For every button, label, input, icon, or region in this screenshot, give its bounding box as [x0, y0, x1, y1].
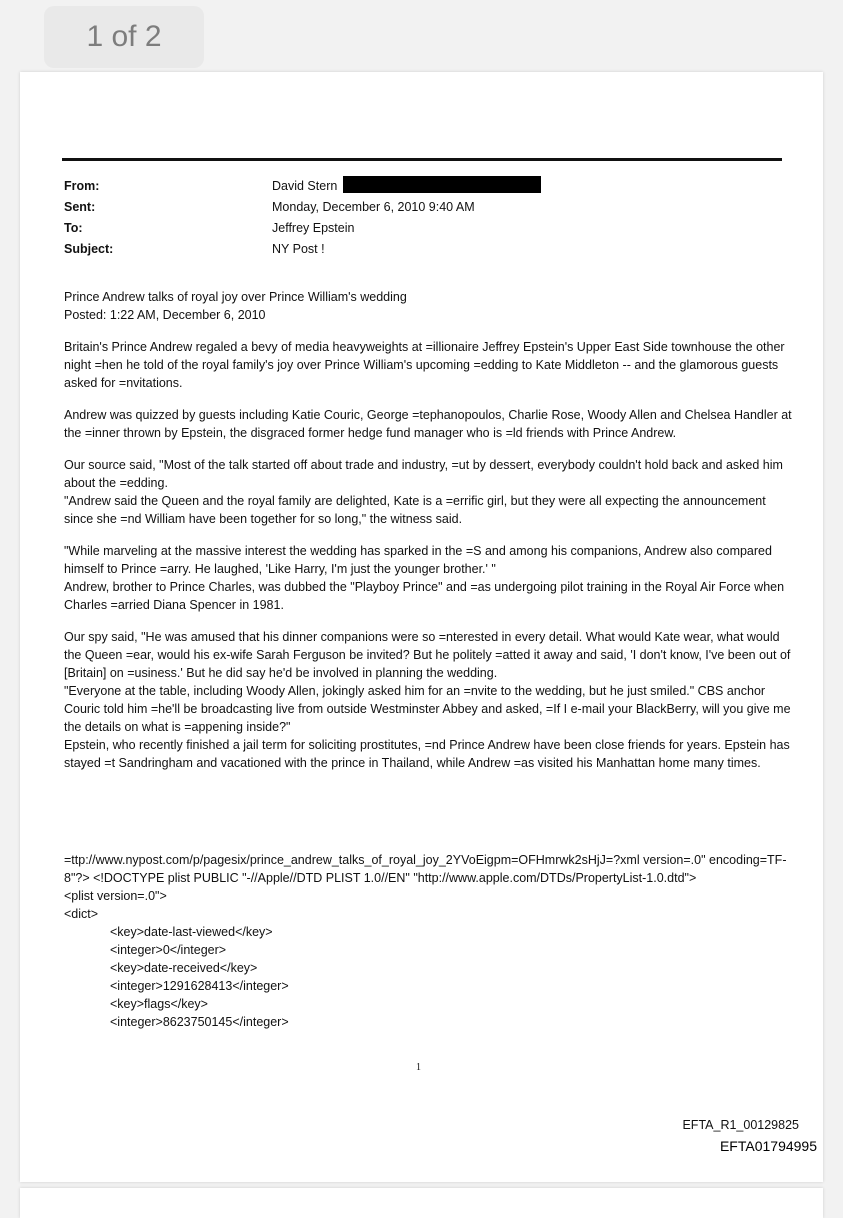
- paragraph-1: Britain's Prince Andrew regaled a bevy of media heavyweights at =illionaire Jeffrey Epstein's Upper East Side townhouse the other night =hen he told of the royal family's joy over Prince William's upcoming =edding to Kate Middleton -- and the glamorous guests asked for =nvitations.: [64, 340, 785, 390]
- plist-integer: <integer>0</integer>: [110, 943, 227, 957]
- header-rule: [62, 158, 782, 161]
- page-number: 1: [416, 1062, 421, 1073]
- redaction-bar: [343, 176, 541, 193]
- bates-number-1: EFTA_R1_00129825: [682, 1118, 799, 1132]
- bates-number-2: EFTA01794995: [719, 1138, 817, 1154]
- paragraph-5b: "Everyone at the table, including Woody Allen, jokingly asked him for an =nvite to the wedding, but he just smiled." CBS anchor Couric told him =he'll be broadcasting live from outside Westminster Abbey and asked, =If I e-mail your BlackBerry, will you give me the details on what is =appening inside?": [64, 684, 791, 734]
- to-value: Jeffrey Epstein: [272, 221, 355, 235]
- email-header: [64, 176, 541, 260]
- subject-label: Subject:: [64, 242, 114, 256]
- paragraph-5c: Epstein, who recently finished a jail term for soliciting prostitutes, =nd Prince Andrew have been close friends for years. Epstein has stayed =t Sandringham and vacationed with the prince in Thailand, while Andrew =as visited his Manhattan home many times.: [64, 738, 790, 770]
- subject-value: NY Post !: [272, 242, 325, 256]
- url-line: =ttp://www.nypost.com/p/pagesix/prince_andrew_talks_of_royal_joy_2YVoEigpm=OFHmrwk2sHjJ=?xml version=.0" encoding=TF-8"?> <!DOCTYPE plist PUBLIC "-//Apple//DTD PLIST 1.0//EN" "http://www.apple.com/DTDs/PropertyList-1.0.dtd">: [64, 853, 787, 885]
- paragraph-3b: "Andrew said the Queen and the royal family are delighted, Kate is a =errific girl, but they were all expecting the announcement since she =nd William have been together for so long," the witness said.: [64, 494, 766, 526]
- plist-integer: <integer>1291628413</integer>: [110, 979, 289, 993]
- sent-row: [64, 197, 541, 218]
- article-title: Prince Andrew talks of royal joy over Prince William's wedding: [64, 290, 407, 304]
- page-indicator: 1 of 2: [44, 6, 204, 68]
- to-label: To:: [64, 221, 83, 235]
- next-document-page: [20, 1188, 823, 1218]
- paragraph-2: Andrew was quizzed by guests including Katie Couric, George =tephanopoulos, Charlie Rose, Woody Allen and Chelsea Handler at the =inner thrown by Epstein, the disgraced former hedge fund manager who is =ld friends with Prince Andrew.: [64, 408, 792, 440]
- from-label: From:: [64, 179, 100, 193]
- plist-integer: <integer>8623750145</integer>: [110, 1015, 289, 1029]
- from-value: [272, 176, 541, 197]
- sender-name: David Stern: [272, 179, 338, 193]
- paragraph-4a: "While marveling at the massive interest the wedding has sparked in the =S and among his companions, Andrew also compared himself to Prince =arry. He laughed, 'Like Harry, I'm just the younger brother.' ": [64, 544, 772, 576]
- paragraph-4b: Andrew, brother to Prince Charles, was dubbed the "Playboy Prince" and =as undergoing pilot training in the Royal Air Force when Charles =arried Diana Spencer in 1981.: [64, 580, 785, 612]
- paragraph-3a: Our source said, "Most of the talk started off about trade and industry, =ut by dessert, everybody couldn't hold back and asked him about the =edding.: [64, 458, 783, 490]
- plist-block: [64, 851, 794, 1031]
- article-posted: Posted: 1:22 AM, December 6, 2010: [64, 308, 266, 322]
- plist-open: <plist version=.0">: [64, 889, 167, 903]
- plist-key: <key>flags</key>: [110, 997, 208, 1011]
- paragraph-5a: Our spy said, "He was amused that his dinner companions were so =nterested in every detail. What would Kate wear, what would the Queen =ear, would his ex-wife Sarah Ferguson be invited? But he politely =atted it away and said, 'I don't know, I've been out of [Britain] on =usiness.' But he did say he'd be involved in planning the wedding.: [64, 630, 791, 680]
- to-row: [64, 218, 541, 239]
- dict-open: <dict>: [64, 907, 99, 921]
- document-page: [20, 72, 823, 1182]
- sent-value: Monday, December 6, 2010 9:40 AM: [272, 200, 475, 214]
- email-body: [64, 288, 794, 772]
- plist-key: <key>date-last-viewed</key>: [110, 925, 273, 939]
- from-row: [64, 176, 541, 197]
- plist-key: <key>date-received</key>: [110, 961, 258, 975]
- subject-row: [64, 239, 541, 260]
- sent-label: Sent:: [64, 200, 96, 214]
